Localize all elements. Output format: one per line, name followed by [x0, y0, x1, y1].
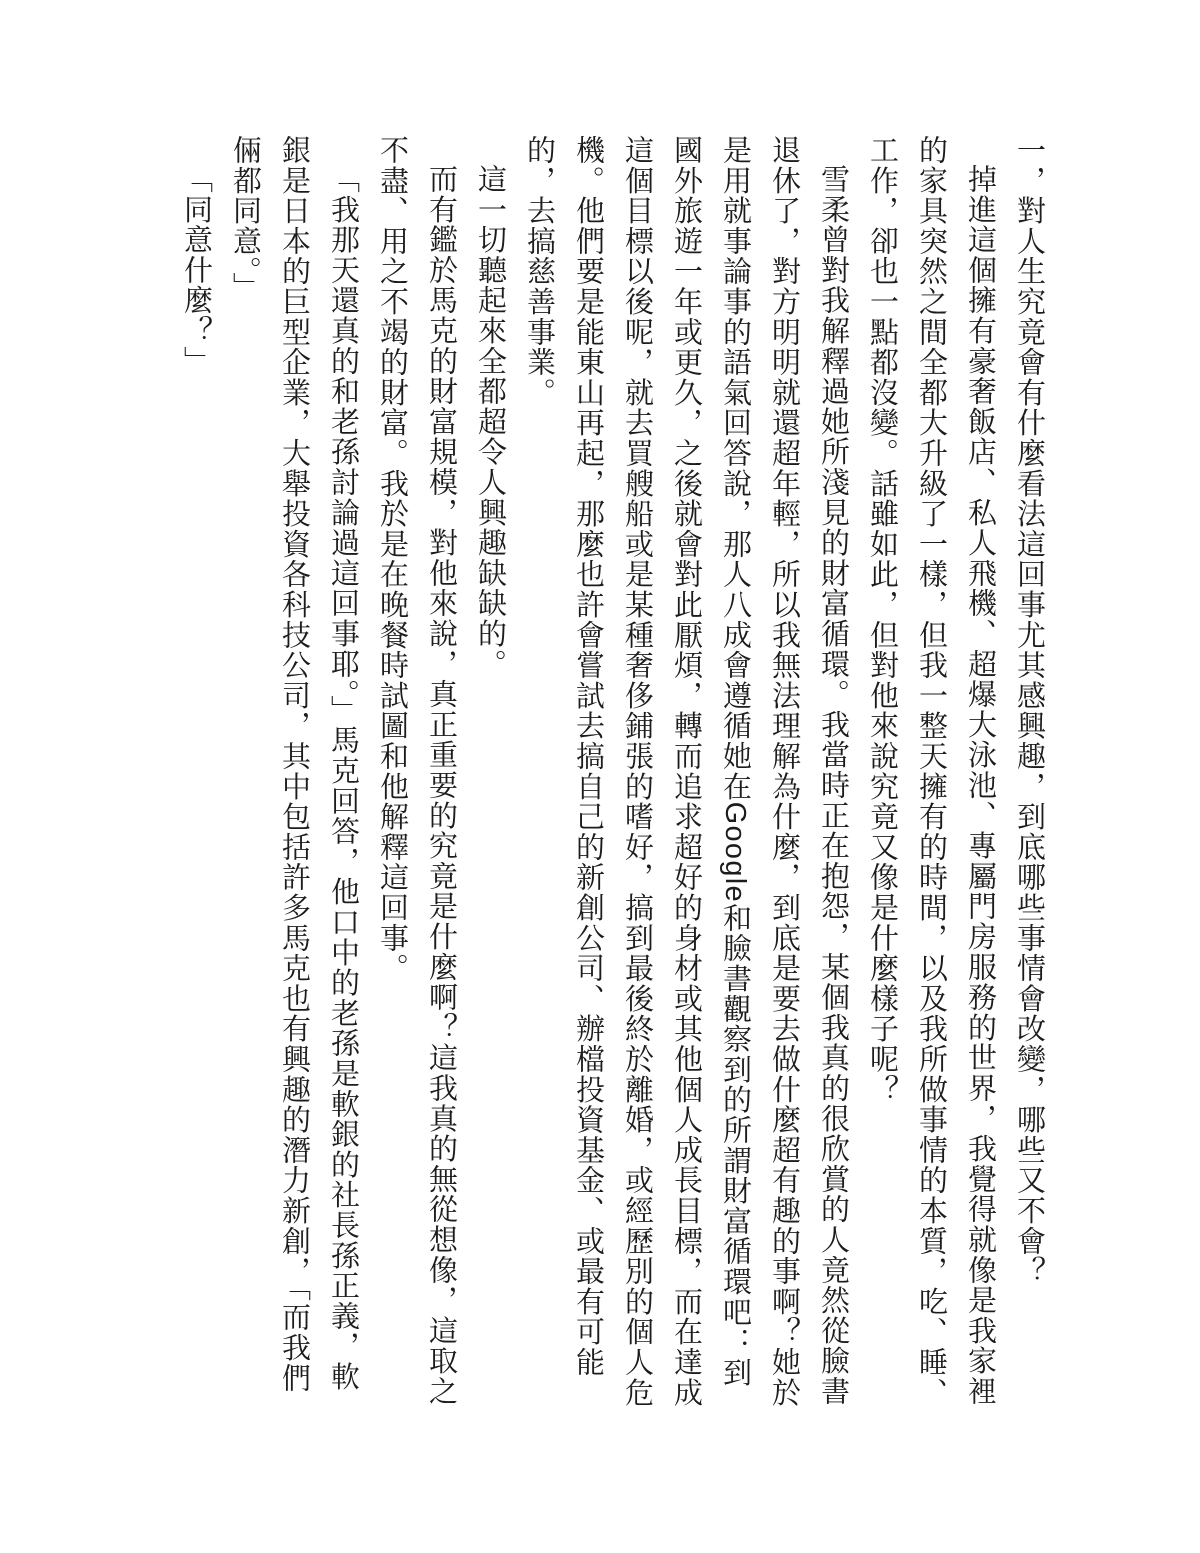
paragraph: 而有鑑於馬克的財富規模，對他來說，真正重要的究竟是什麼啊？這我真的無從想像，這取之不盡、用之不竭的財富。我於是在晚餐時試圖和他解釋這回事。 — [376, 135, 457, 1407]
paragraph: 這一切聽起來全都超令人興趣缺缺的。 — [474, 164, 506, 680]
paragraph: 掉進這個擁有豪奢飯店、私人飛機、超爆大泳池、專屬門房服務的世界，我覺得就像是我家裡的家具突然之間全都大升級了一樣，但我一整天擁有的時間，以及我所做事情的本質，吃、睡、工作，卻也一點都沒變。話雖如此，但對他來說究竟又像是什麼樣子呢？ — [866, 135, 996, 1408]
paragraph: 一，對人生究竟會有什麼看法這回事尤其感興趣，到底哪些事情會改變，哪些又不會？ — [1013, 135, 1045, 1287]
paragraph: 「我那天還真的和老孫討論過這回事耶。」馬克回答，他口中的老孫是軟銀的社長孫正義，軟銀是日本的巨型企業，大舉投資各科技公司，其中包括許多馬克也有興趣的潛力新創，「而我們倆都同意。」 — [229, 135, 359, 1394]
paragraph: 雪柔曾對我解釋過她所淺見的財富循環。我當時正在抱怨，某個我真的很欣賞的人竟然從臉書退休了，對方明明就還超年輕，所以我無法理解為什麼，到底是要去做什麼超有趣的事啊？她於是用就事論事的語氣回答說，那人八成會遵循她在Google和臉書觀察到的所謂財富循環吧：到國外旅遊一年或更久，之後就會對此厭煩，轉而追求超好的身材或其他個人成長目標，而在達成這個目標以後呢，就去買艘船或是某種奢侈鋪張的嗜好，搞到最後終於離婚，或經歷別的個人危機。他們要是能東山再起，那麼也許會嘗試去搞自己的新創公司、辦檔投資基金、或最有可能的，去搞慈善事業。 — [523, 135, 849, 1408]
vertical-text-block — [171, 135, 1053, 1411]
paragraph: 「同意什麼？」 — [180, 164, 212, 377]
